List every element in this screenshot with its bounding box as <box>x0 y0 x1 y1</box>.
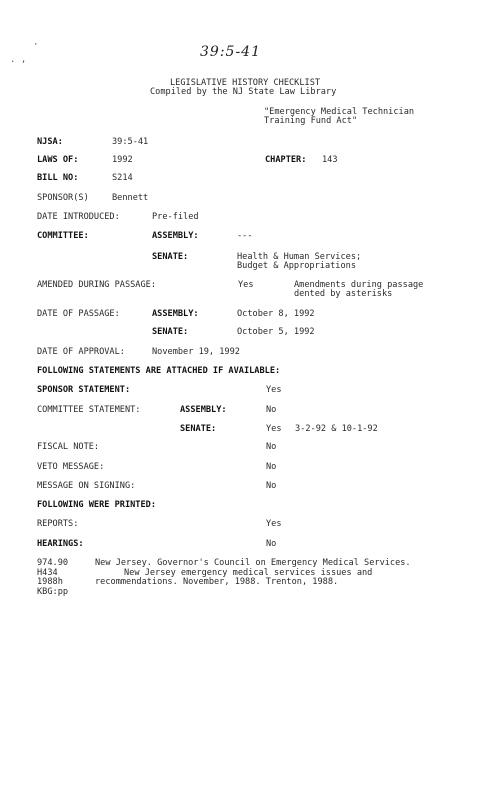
fiscal-note-value: No <box>266 442 277 452</box>
introduced-label: DATE INTRODUCED: <box>37 212 120 222</box>
call-number-4: KBG:pp <box>37 587 69 597</box>
committee-statement-senate-label: SENATE: <box>180 424 217 434</box>
passage-assembly-value: October 8, 1992 <box>237 309 315 319</box>
sponsor-statement-label: SPONSOR STATEMENT: <box>37 385 131 395</box>
chapter-value: 143 <box>322 155 338 165</box>
approval-label: DATE OF APPROVAL: <box>37 347 125 357</box>
passage-senate-value: October 5, 1992 <box>237 327 315 337</box>
amended-note-2: dented by asterisks <box>294 289 393 299</box>
printed-heading: FOLLOWING WERE PRINTED: <box>37 500 156 510</box>
amended-value: Yes <box>238 280 254 290</box>
scan-speck: · <box>33 40 39 50</box>
signing-message-label: MESSAGE ON SIGNING: <box>37 481 136 491</box>
hearings-value: No <box>266 539 277 549</box>
committee-statement-label: COMMITTEE STATEMENT: <box>37 405 141 415</box>
laws-value: 1992 <box>112 155 133 165</box>
act-title-line2: Training Fund Act" <box>264 116 358 126</box>
amended-note-1: Amendments during passage <box>294 280 424 290</box>
committee-statement-assembly-label: ASSEMBLY: <box>180 405 227 415</box>
committee-label: COMMITTEE: <box>37 231 89 241</box>
bill-value: S214 <box>112 173 133 183</box>
committee-senate-value-2: Budget & Appropriations <box>237 261 356 271</box>
call-number-3: 1988h <box>37 577 63 587</box>
committee-assembly-value: --- <box>237 231 253 241</box>
bill-label: BILL NO: <box>37 173 79 183</box>
reports-label: REPORTS: <box>37 519 79 529</box>
veto-message-label: VETO MESSAGE: <box>37 462 105 472</box>
committee-assembly-label: ASSEMBLY: <box>152 231 199 241</box>
sponsor-label: SPONSOR(S) <box>37 193 89 203</box>
laws-label: LAWS OF: <box>37 155 79 165</box>
citation-line-1: New Jersey. Governor's Council on Emergency Medical Services. <box>95 558 411 568</box>
document-subtitle: Compiled by the NJ State Law Library <box>150 87 337 97</box>
citation-line-3: recommendations. November, 1988. Trenton, 1988. <box>95 577 339 587</box>
chapter-label: CHAPTER: <box>265 155 307 165</box>
committee-statement-senate-dates: 3-2-92 & 10-1-92 <box>295 424 378 434</box>
fiscal-note-label: FISCAL NOTE: <box>37 442 100 452</box>
sponsor-statement-value: Yes <box>266 385 282 395</box>
committee-senate-label: SENATE: <box>152 252 189 262</box>
scan-speck: . , <box>10 55 27 65</box>
njsa-value: 39:5-41 <box>112 137 149 147</box>
signing-message-value: No <box>266 481 277 491</box>
approval-value: November 19, 1992 <box>152 347 240 357</box>
amended-label: AMENDED DURING PASSAGE: <box>37 280 156 290</box>
reports-value: Yes <box>266 519 282 529</box>
citation-line-2: New Jersey emergency medical services issues and <box>124 568 373 578</box>
hearings-label: HEARINGS: <box>37 539 84 549</box>
call-number-1: 974.90 <box>37 558 69 568</box>
sponsor-value: Bennett <box>112 193 149 203</box>
handwritten-number: 39:5-41 <box>200 44 261 60</box>
passage-senate-label: SENATE: <box>152 327 189 337</box>
passage-assembly-label: ASSEMBLY: <box>152 309 199 319</box>
passage-label: DATE OF PASSAGE: <box>37 309 120 319</box>
committee-statement-assembly-value: No <box>266 405 277 415</box>
committee-statement-senate-value: Yes <box>266 424 282 434</box>
veto-message-value: No <box>266 462 277 472</box>
act-title-line1: "Emergency Medical Technician <box>264 107 415 117</box>
call-number-2: H434 <box>37 568 58 578</box>
introduced-value: Pre-filed <box>152 212 199 222</box>
document-title: LEGISLATIVE HISTORY CHECKLIST <box>170 78 321 88</box>
committee-senate-value-1: Health & Human Services; <box>237 252 362 262</box>
statements-heading: FOLLOWING STATEMENTS ARE ATTACHED IF AVAILABLE: <box>37 366 281 376</box>
njsa-label: NJSA: <box>37 137 63 147</box>
